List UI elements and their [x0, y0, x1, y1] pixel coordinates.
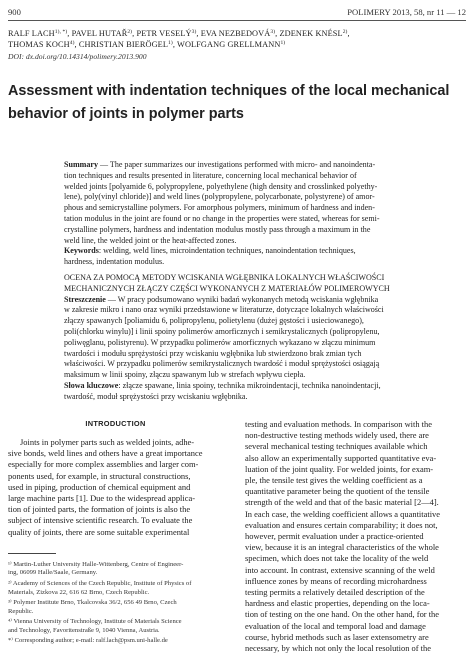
- summary-text: tion techniques and results presented in literature, concerning local mechanical behavior of: [64, 170, 357, 180]
- body-line: tion of jointed parts, the formation of joints is also the: [8, 504, 191, 515]
- summary-text: weld line, the welded joint or the heat-affected zones.: [64, 235, 237, 245]
- body-line: non-destructive testing methods widely used, there are: [245, 430, 429, 441]
- footnote-line: Republic.: [8, 607, 34, 615]
- body-line: specimen, which does not take the locality of the weld: [245, 553, 429, 564]
- body-line: Joints in polymer parts such as welded joints, adhe-: [20, 437, 195, 447]
- summary-text: — The paper summarizes our investigations performed with micro- and nanoindenta-: [97, 160, 376, 169]
- body-line: also allow an experimentally supported quantitative eva-: [245, 452, 437, 463]
- body-line: hardness and elastic properties, depending on the loca-: [245, 598, 430, 609]
- streszczenie-text: — W pracy podsumowano wyniki badań wykonanych metodą wciskania wgłębnika: [105, 294, 379, 304]
- footnote-line: *⁾ Corresponding author; e-mail: ralf.lach@psm.uni-halle.de: [8, 637, 168, 645]
- body-line: sive bonds, weld lines and others have a great importance: [8, 448, 203, 459]
- journal-citation: POLIMERY 2013, 58, nr 11 — 12: [347, 7, 466, 17]
- footnote-rule: [8, 553, 56, 554]
- body-line: evaluation of the local and temporal load and damage: [245, 620, 426, 631]
- running-header: [8, 7, 466, 19]
- slowa-kluczowe-text: : złącze spawane, linia spoiny, technika mikroindentacji, technika nanoindentacji,: [118, 380, 381, 390]
- footnote: [8, 561, 230, 578]
- polish-title-line: MECHANICZNYCH ZŁĄCZY CZĘŚCI WYKONANYCH Z MATERIAŁÓW POLIMEROWYCH: [64, 283, 390, 293]
- keywords-text: hardness, indentation modulus.: [64, 257, 165, 267]
- keywords-text: : welding, weld lines, microindentation techniques, nanoindentation techniques,: [98, 246, 356, 256]
- body-line: luation of the joint quality. For welded joints, for exam-: [245, 463, 434, 474]
- footnote-line: ³⁾ Polymer Institute Brno, Tkalcovska 36/2, 656 49 Brno, Czech: [8, 599, 177, 607]
- body-line: view, because it is an integral characteristics of the whole: [245, 542, 439, 553]
- body-line: testing permits a relatively detailed description of the: [245, 587, 425, 598]
- body-line: quantitative parameter being the quotient of the tensile: [245, 486, 430, 497]
- body-line: especially for more complex assemblies and larger com-: [8, 459, 199, 470]
- footnote: [8, 599, 230, 616]
- body-column-right: [245, 419, 467, 654]
- footnote-line: and Technology, Favoritenstraße 9, 1040 Vienna, Austria.: [8, 626, 160, 634]
- footnote: [8, 618, 230, 635]
- body-line: quality of joints, there are some suitable experimental: [8, 526, 190, 537]
- footnote-line: Materials, Zizkova 22, 616 62 Brno, Czech Republic.: [8, 588, 150, 596]
- body-line: evaluation and ensures certain comparability; it does not,: [245, 519, 438, 530]
- section-heading-introduction: INTRODUCTION: [85, 419, 146, 428]
- body-line: used in piping, production of chemical equipment and: [8, 481, 191, 492]
- header-rule: [8, 20, 466, 21]
- streszczenie-text: w zakresie mikro i nano oraz wyniki przedstawione w literaturze, dotyczące lokalnych właściwości: [64, 305, 384, 315]
- streszczenie-label: Streszczenie: [64, 294, 106, 304]
- body-line: tion of testing on the one hand. On the other hand, for the: [245, 609, 440, 620]
- body-line: into account. In contrast, extensive scanning of the weld: [245, 564, 435, 575]
- slowa-kluczowe-label: Słowa kluczowe: [64, 380, 119, 390]
- body-column-left: [8, 437, 230, 538]
- author-list: [8, 28, 466, 50]
- body-line: testing and evaluation methods. In comparison with the: [245, 419, 432, 429]
- summary-text: tation modulus in the joint are found or no change in the properties were stated, whereas for semi-: [64, 213, 380, 223]
- title-line: behavior of joints in polymer parts: [8, 106, 244, 122]
- summary-text: crystalline polymers, hardness and indentation modulus mostly pass through a maximum in the: [64, 224, 371, 234]
- abstract-english: [64, 160, 454, 268]
- body-line: strength of the weld and that of the basic material [2—4].: [245, 497, 439, 508]
- slowa-kluczowe-text: twardość, moduł sprężystości przy wciskaniu wgłębnika.: [64, 391, 248, 401]
- abstract-polish: [64, 273, 454, 403]
- streszczenie-text: poliwęglanu, polistyrenu). W przypadku polimerów amorficznych wykazano w złączu minimum: [64, 337, 376, 347]
- footnote-corresponding-author: [8, 637, 230, 645]
- page-number: 900: [8, 7, 21, 17]
- body-line: course, hybrid methods such as laser extensometry are: [245, 631, 429, 642]
- footnote-line: ⁴⁾ Vienna University of Technology, Institute of Materials Science: [8, 618, 182, 626]
- streszczenie-text: właściwości. W przypadku polimerów semikrystalicznych twardość i moduł sprężystości osiągają: [64, 359, 380, 369]
- body-line: ple, the tensile test gives the welding coefficient as a: [245, 475, 423, 486]
- body-line: In each case, the welding coefficient allows a quantitative: [245, 508, 440, 519]
- footnote-line: ²⁾ Academy of Sciences of the Czech Republic, Institute of Physics of: [8, 580, 192, 588]
- streszczenie-text: poli(chlorku winylu)] i linii spoiny polimerów amorficznych i semikrystalicznych (polipropylenu,: [64, 326, 380, 336]
- keywords-label: Keywords: [64, 246, 99, 256]
- body-line: subject of intensive scientific research. To evaluate the: [8, 515, 193, 526]
- paper-title: [8, 80, 458, 126]
- footnote: [8, 580, 230, 597]
- summary-text: phous and semicrystalline polymers. For amorphous polymers, minimum of hardness and inden-: [64, 203, 375, 213]
- streszczenie-text: złączy spawanych [poliamidu 6, polipropylenu, polietylenu (dużej gęstości i usieciowanego),: [64, 316, 364, 326]
- body-line: however, permit evaluation under a practice-oriented: [245, 531, 424, 542]
- doi-link[interactable]: DOI: dx.doi.org/10.14314/polimery.2013.900: [8, 52, 147, 61]
- polish-title-line: OCENA ZA POMOCĄ METODY WCISKANIA WGŁĘBNIKA LOKALNYCH WŁAŚCIWOŚCI: [64, 273, 385, 282]
- footnote-line: ¹⁾ Martin-Luther University Halle-Wittenberg, Centre of Engineer-: [8, 561, 184, 568]
- summary-label: Summary: [64, 160, 98, 169]
- summary-text: welded joints [polyamide 6, polypropylene, polyethylene (high density and crosslinked polyethy-: [64, 181, 378, 191]
- body-line: ponents used, for example, in structural constructions,: [8, 470, 191, 481]
- body-line: large machine parts [1]. Due to the widespread applica-: [8, 493, 196, 504]
- author-line: RALF $LACH^{1), *)}$, PAVEL HUTAŘ$^{2)}$, PETR VESELÝ$^{3)}$, EVA NEZBEDOVÁ$^{3)}$, ZDENEK KNÉSL$^{2)}$,: [8, 29, 350, 38]
- footnotes: [8, 561, 230, 648]
- summary-text: lene), poly(vinyl chloride)] and weld lines (polypropylene, polycarbonate, polystyrene) of amor-: [64, 192, 375, 202]
- author-line: THOMAS KOCH$^{4)}$, CHRISTIAN BIERÖGEL$^{1)}$, WOLFGANG GRELLMANN$^{1)}$: [8, 40, 286, 49]
- body-line: several mechanical testing techniques available which: [245, 441, 428, 452]
- streszczenie-text: maksimum w linii spoiny, złączu spawanym lub w strefach wpływu ciepła.: [64, 370, 306, 380]
- body-line: necessary, by which not only the local resolution of the: [245, 643, 431, 654]
- footnote-line: ing, 06099 Halle/Saale, Germany.: [8, 569, 98, 577]
- body-line: influence zones by means of recording microhardness: [245, 575, 427, 586]
- title-line: Assessment with indentation techniques of the local mechanical: [8, 83, 450, 99]
- streszczenie-text: twardości i modułu sprężystości przy wciskaniu wgłębnika lub stwierdzono brak zmian tych: [64, 348, 362, 358]
